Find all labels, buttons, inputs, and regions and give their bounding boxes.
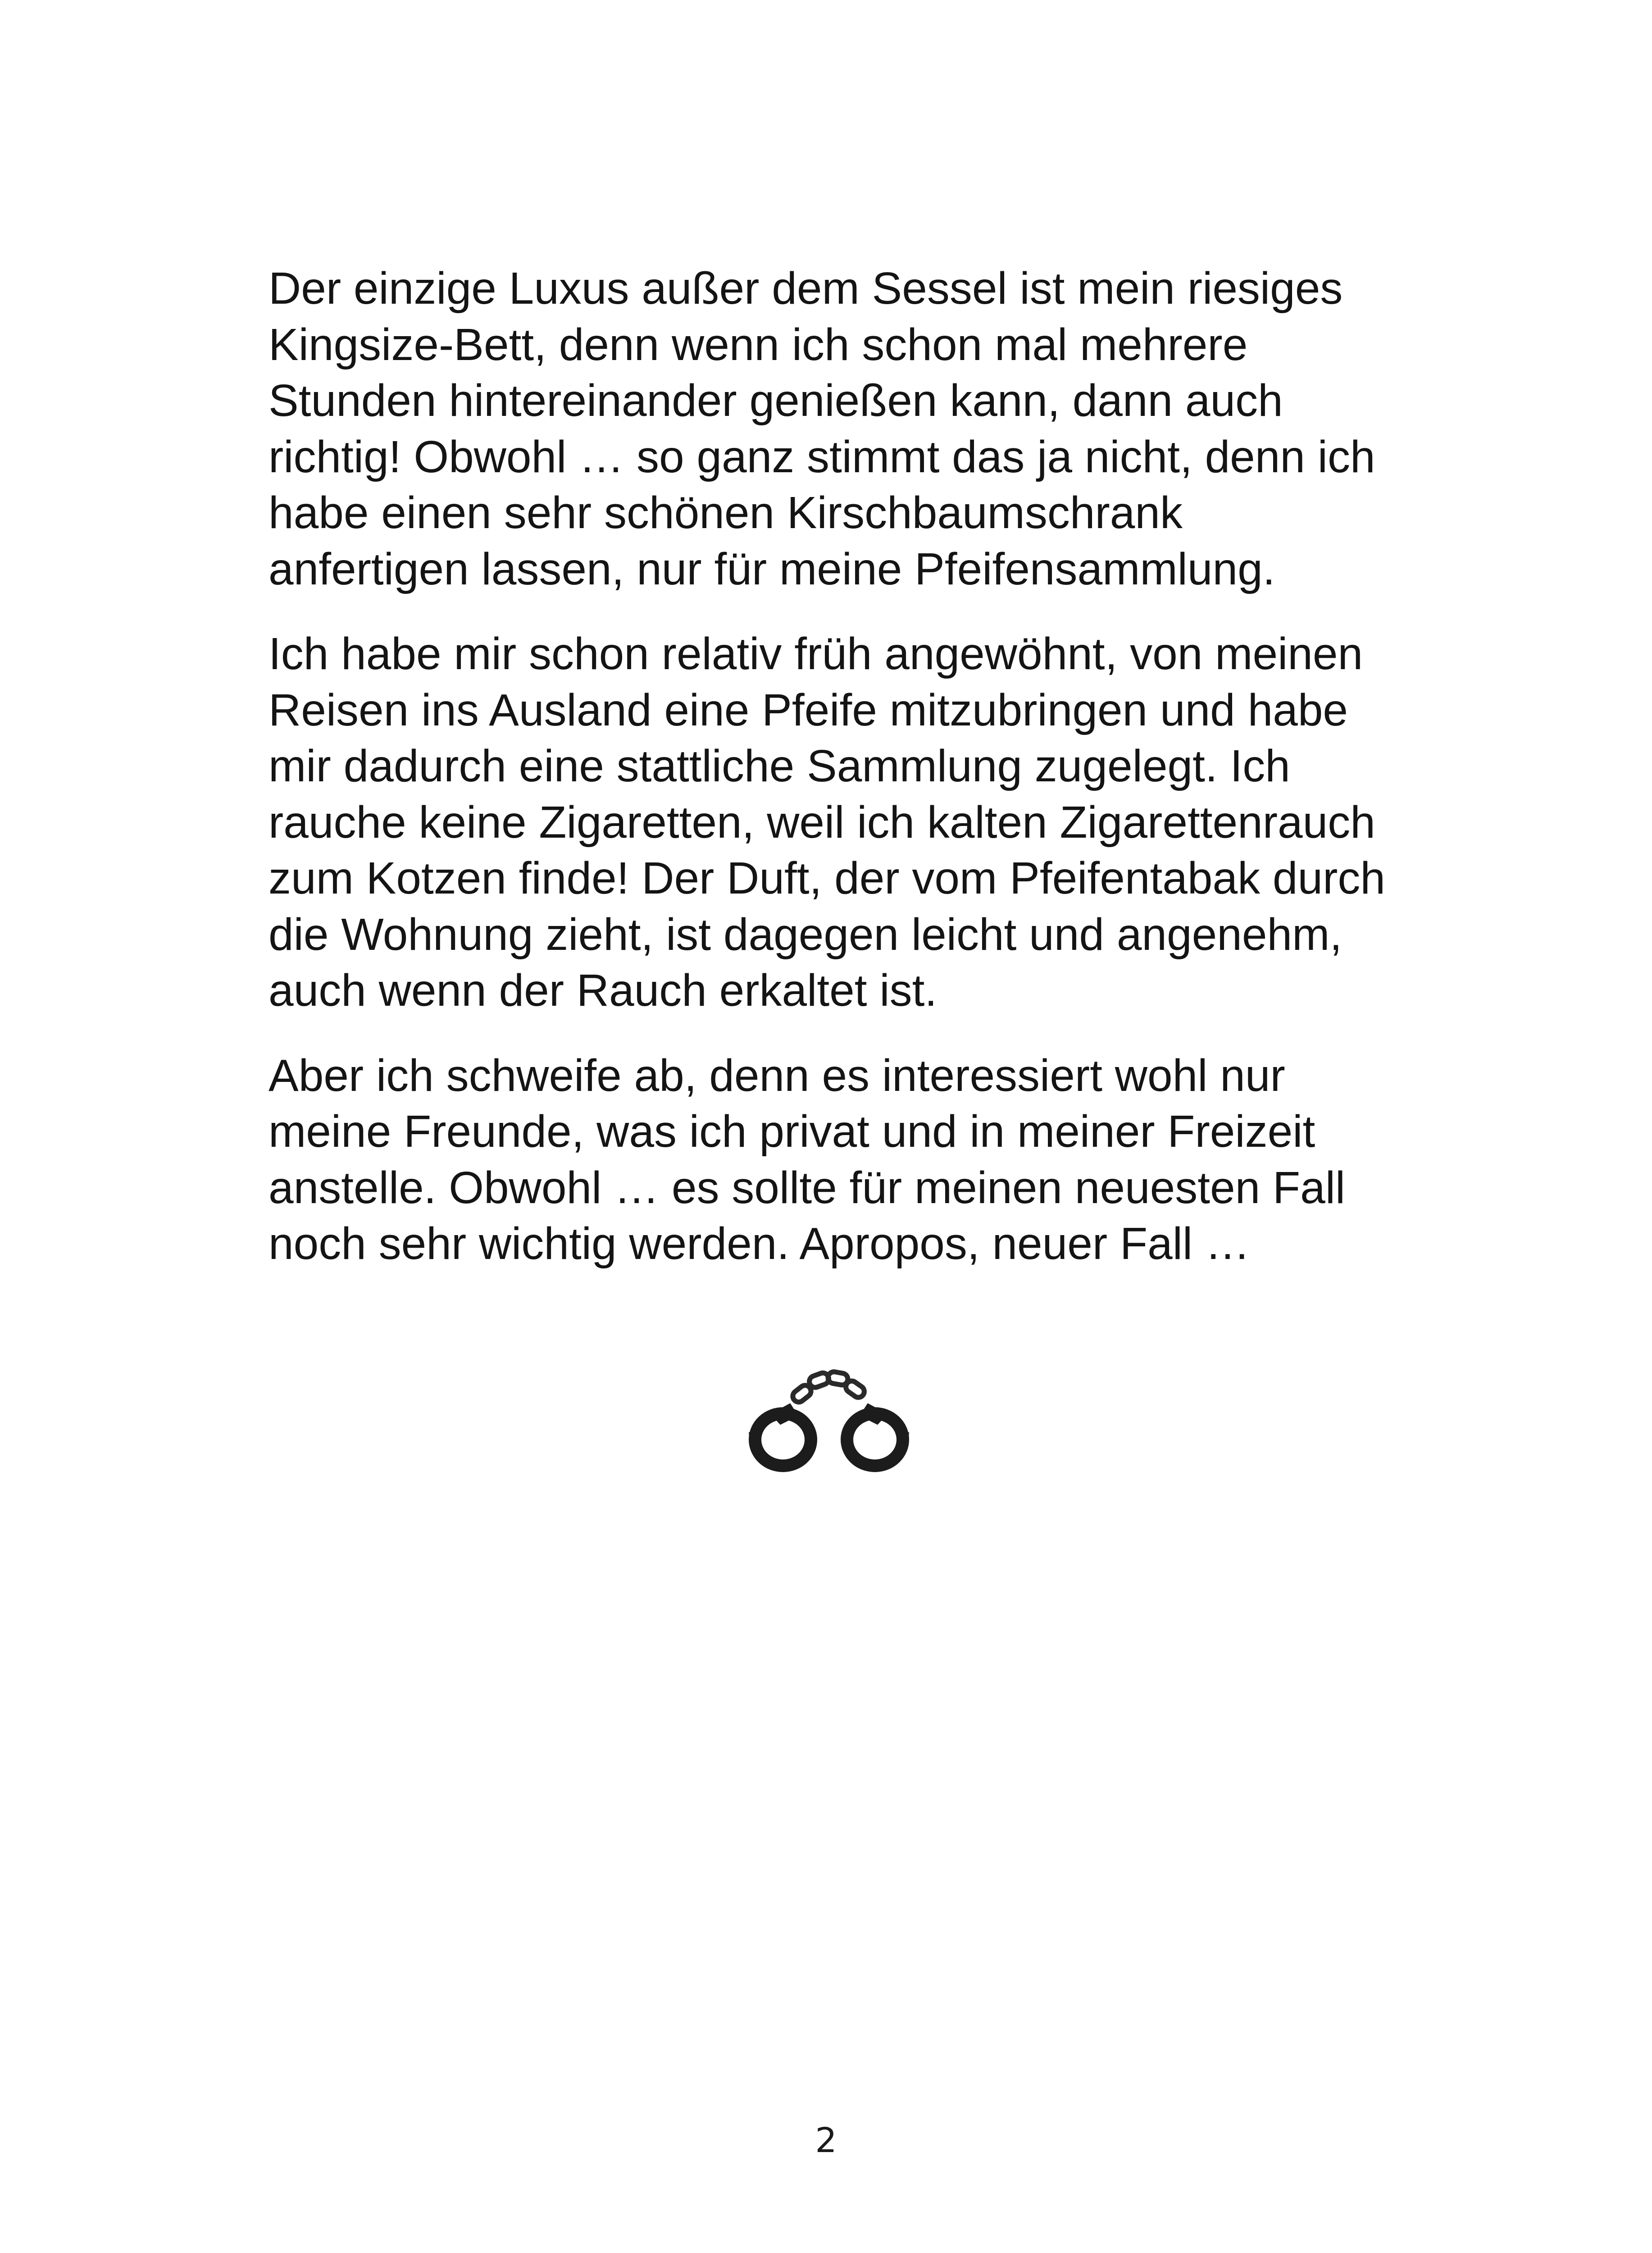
text-line: auch wenn der Rauch erkaltet ist.: [269, 965, 937, 1016]
text-line: noch sehr wichtig werden. Apropos, neuer Fall …: [269, 1218, 1250, 1269]
text-line: zum Kotzen finde! Der Duft, der vom Pfeifentabak durch: [269, 853, 1386, 903]
text-line: richtig! Obwohl … so ganz stimmt das ja nicht, denn ich: [269, 431, 1375, 482]
text-line: anfertigen lassen, nur für meine Pfeifensammlung.: [269, 543, 1275, 594]
text-line: Kingsize-Bett, denn wenn ich schon mal mehrere: [269, 319, 1248, 370]
paragraph-spacer: [269, 597, 1422, 626]
text-line: die Wohnung zieht, ist dagegen leicht und angenehm,: [269, 909, 1343, 960]
body-text: [269, 260, 1422, 1272]
text-line: Ich habe mir schon relativ früh angewöhnt, von meinen: [269, 629, 1363, 679]
paragraph-2: [269, 626, 1422, 1019]
paragraph-3: [269, 1048, 1422, 1272]
text-line: Aber ich schweife ab, denn es interessiert wohl nur: [269, 1050, 1285, 1101]
page-number: 2: [815, 2120, 837, 2160]
text-line: mir dadurch eine stattliche Sammlung zugelegt. Ich: [269, 741, 1290, 791]
handcuffs-icon: [743, 1356, 915, 1473]
text-line: Reisen ins Ausland eine Pfeife mitzubringen und habe: [269, 684, 1348, 735]
text-line: anstelle. Obwohl … es sollte für meinen neuesten Fall: [269, 1162, 1346, 1213]
text-line: meine Freunde, was ich privat und in meiner Freizeit: [269, 1106, 1315, 1157]
paragraph-1: [269, 260, 1422, 597]
text-line: habe einen sehr schönen Kirschbaumschrank: [269, 488, 1183, 538]
text-line: rauche keine Zigaretten, weil ich kalten Zigarettenrauch: [269, 797, 1375, 848]
text-line: Stunden hintereinander genießen kann, dann auch: [269, 375, 1283, 426]
paragraph-spacer: [269, 1019, 1422, 1048]
text-line: Der einzige Luxus außer dem Sessel ist mein riesiges: [269, 263, 1343, 314]
